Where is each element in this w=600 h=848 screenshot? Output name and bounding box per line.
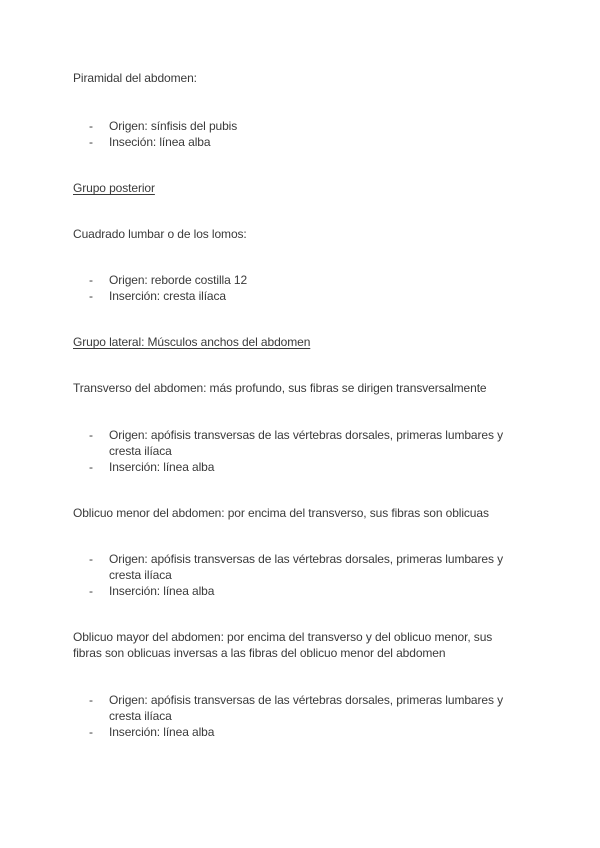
list-item-text: Inseción: línea alba bbox=[109, 135, 211, 149]
list-item bbox=[0, 134, 600, 150]
bullet-dash: - bbox=[89, 460, 93, 474]
bullet-dash: - bbox=[89, 584, 93, 598]
bullet-dash: - bbox=[89, 552, 93, 566]
list-item bbox=[0, 427, 600, 443]
list-item-continuation bbox=[0, 708, 600, 724]
list-item-text: Inserción: línea alba bbox=[109, 584, 215, 598]
list-item bbox=[0, 724, 600, 740]
list-item-text: Inserción: cresta ilíaca bbox=[109, 289, 226, 303]
muscle-title-piramidal: Piramidal del abdomen: bbox=[73, 71, 197, 85]
list-item-text: Origen: apófisis transversas de las vértebras dorsales, primeras lumbares y bbox=[109, 428, 503, 442]
list-item-text: cresta ilíaca bbox=[109, 444, 172, 458]
list-item-continuation bbox=[0, 567, 600, 583]
muscle-title-transverso: Transverso del abdomen: más profundo, sus fibras se dirigen transversalmente bbox=[73, 381, 487, 395]
bullet-dash: - bbox=[89, 135, 93, 149]
bullet-dash: - bbox=[89, 428, 93, 442]
section-heading-grupo-posterior: Grupo posterior bbox=[73, 181, 155, 195]
list-item bbox=[0, 288, 600, 304]
list-item-text: Origen: sínfisis del pubis bbox=[109, 119, 238, 133]
bullet-dash: - bbox=[89, 693, 93, 707]
list-item bbox=[0, 118, 600, 134]
bullet-dash: - bbox=[89, 119, 93, 133]
list-item-text: Origen: reborde costilla 12 bbox=[109, 273, 248, 287]
bullet-dash: - bbox=[89, 289, 93, 303]
list-item-text: Inserción: línea alba bbox=[109, 460, 215, 474]
section-heading-grupo-lateral: Grupo lateral: Músculos anchos del abdomen bbox=[73, 335, 311, 349]
list-item-text: Inserción: línea alba bbox=[109, 725, 215, 739]
list-item bbox=[0, 272, 600, 288]
muscle-title-oblicuo-menor: Oblicuo menor del abdomen: por encima del transverso, sus fibras son oblicuas bbox=[73, 506, 489, 520]
list-item-text: Origen: apófisis transversas de las vértebras dorsales, primeras lumbares y bbox=[109, 552, 503, 566]
list-item-continuation bbox=[0, 443, 600, 459]
muscle-title-cuadrado-lumbar: Cuadrado lumbar o de los lomos: bbox=[73, 227, 247, 241]
bullet-dash: - bbox=[89, 725, 93, 739]
list-item bbox=[0, 551, 600, 567]
muscle-title-oblicuo-mayor-continuation: fibras son oblicuas inversas a las fibras del oblicuo menor del abdomen bbox=[73, 646, 446, 660]
bullet-dash: - bbox=[89, 273, 93, 287]
list-item bbox=[0, 459, 600, 475]
muscle-title-oblicuo-mayor: Oblicuo mayor del abdomen: por encima del transverso y del oblicuo menor, sus bbox=[73, 630, 493, 644]
list-item-text: cresta ilíaca bbox=[109, 568, 172, 582]
list-item bbox=[0, 583, 600, 599]
list-item-text: Origen: apófisis transversas de las vértebras dorsales, primeras lumbares y bbox=[109, 693, 503, 707]
list-item-text: cresta ilíaca bbox=[109, 709, 172, 723]
list-item bbox=[0, 692, 600, 708]
